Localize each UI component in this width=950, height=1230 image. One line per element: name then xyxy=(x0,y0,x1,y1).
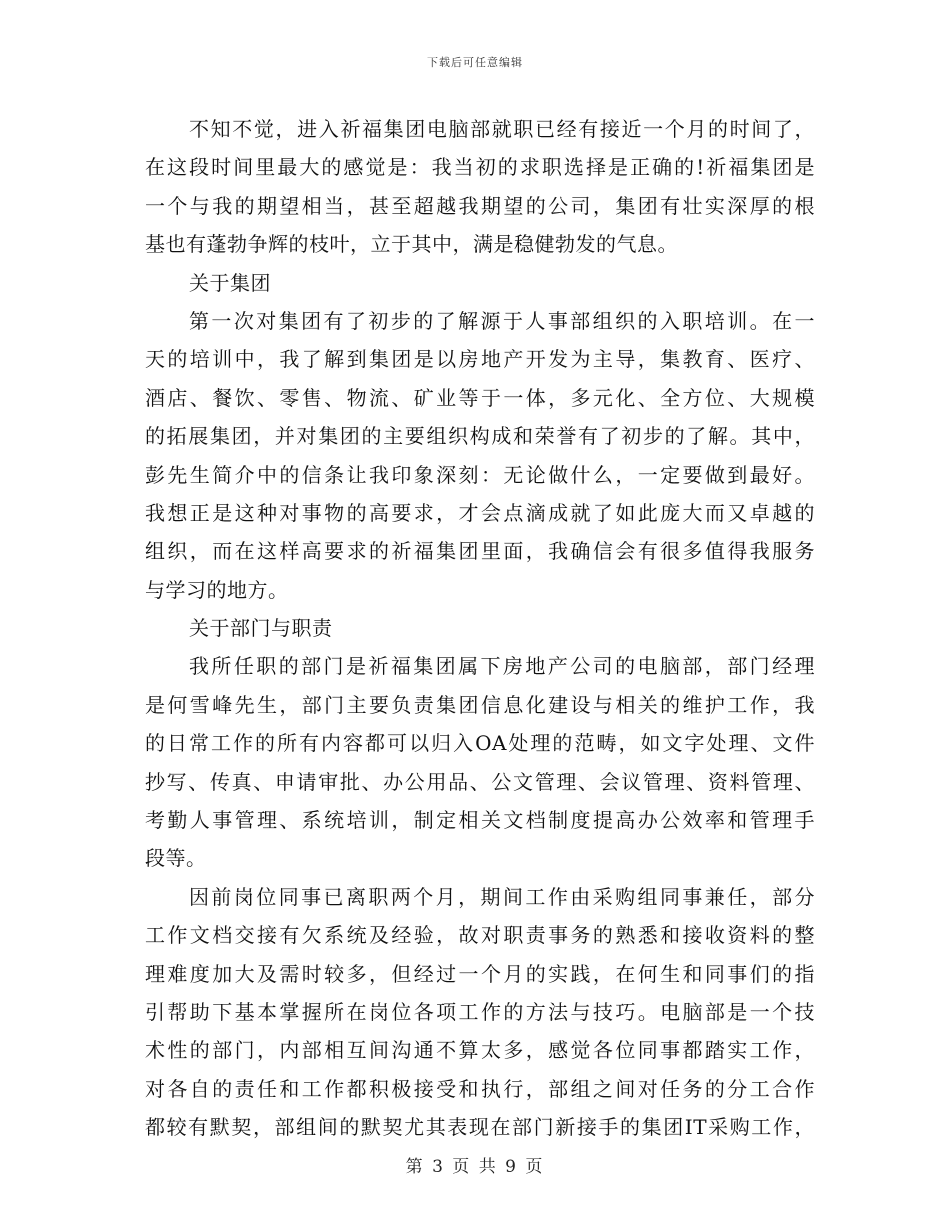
text-line: 基也有蓬勃争辉的枝叶，立于其中，满是稳健勃发的气息。 xyxy=(145,232,678,257)
text-line: 一个与我的期望相当，甚至超越我期望的公司，集团有壮实深厚的根 xyxy=(145,193,815,218)
text-line: 理难度加大及需时较多，但经过一个月的实践，在何生和同事们的指 xyxy=(145,961,815,986)
text-line: 因前岗位同事已离职两个月，期间工作由采购组同事兼任，部分 xyxy=(189,884,815,909)
text-line: 彭先生简介中的信条让我印象深刻：无论做什么，一定要做到最好。 xyxy=(145,462,815,487)
text-line: 对各自的责任和工作都积极接受和执行，部组之间对任务的分工合作 xyxy=(145,1076,815,1101)
text-line: 都较有默契，部组间的默契尤其表现在部门新接手的集团IT采购工作， xyxy=(145,1115,815,1140)
text-line: 术性的部门，内部相互间沟通不算太多，感觉各位同事都踏实工作， xyxy=(145,1038,815,1063)
text-line: 在这段时间里最大的感觉是：我当初的求职选择是正确的!祈福集团是 xyxy=(145,155,815,180)
text-line: 关于集团 xyxy=(189,270,271,295)
text-line: 引帮助下基本掌握所在岗位各项工作的方法与技巧。电脑部是一个技 xyxy=(145,999,815,1024)
text-line: 第一次对集团有了初步的了解源于人事部组织的入职培训。在一 xyxy=(189,308,815,333)
text-line: 考勤人事管理、系统培训，制定相关文档制度提高办公效率和管理手 xyxy=(145,808,815,833)
text-line: 工作文档交接有欠系统及经验，故对职责事务的熟悉和接收资料的整 xyxy=(145,923,815,948)
text-line: 的日常工作的所有内容都可以归入OA处理的范畴，如文字处理、文件 xyxy=(145,731,815,756)
page-number-footer: 第 3 页 共 9 页 xyxy=(405,1157,545,1177)
text-line: 天的培训中，我了解到集团是以房地产开发为主导，集教育、医疗、 xyxy=(145,347,815,372)
document-body xyxy=(145,110,815,1147)
text-line: 是何雪峰先生，部门主要负责集团信息化建设与相关的维护工作，我 xyxy=(145,692,815,717)
text-line: 关于部门与职责 xyxy=(189,616,333,641)
text-line: 我所任职的部门是祈福集团属下房地产公司的电脑部，部门经理 xyxy=(189,654,815,679)
text-line: 段等。 xyxy=(145,846,207,871)
text-line: 组织，而在这样高要求的祈福集团里面，我确信会有很多值得我服务 xyxy=(145,539,815,564)
text-line: 不知不觉，进入祈福集团电脑部就职已经有接近一个月的时间了， xyxy=(189,117,815,141)
text-line: 抄写、传真、申请审批、办公用品、公文管理、会议管理、资料管理、 xyxy=(145,769,815,794)
page-header: 下载后可任意编辑 xyxy=(427,56,523,69)
text-line: 的拓展集团，并对集团的主要组织构成和荣誉有了初步的了解。其中， xyxy=(145,424,815,449)
text-line: 酒店、餐饮、零售、物流、矿业等于一体，多元化、全方位、大规模 xyxy=(145,385,815,410)
text-line: 与学习的地方。 xyxy=(145,577,289,602)
text-line: 我想正是这种对事物的高要求，才会点滴成就了如此庞大而又卓越的 xyxy=(145,500,815,525)
